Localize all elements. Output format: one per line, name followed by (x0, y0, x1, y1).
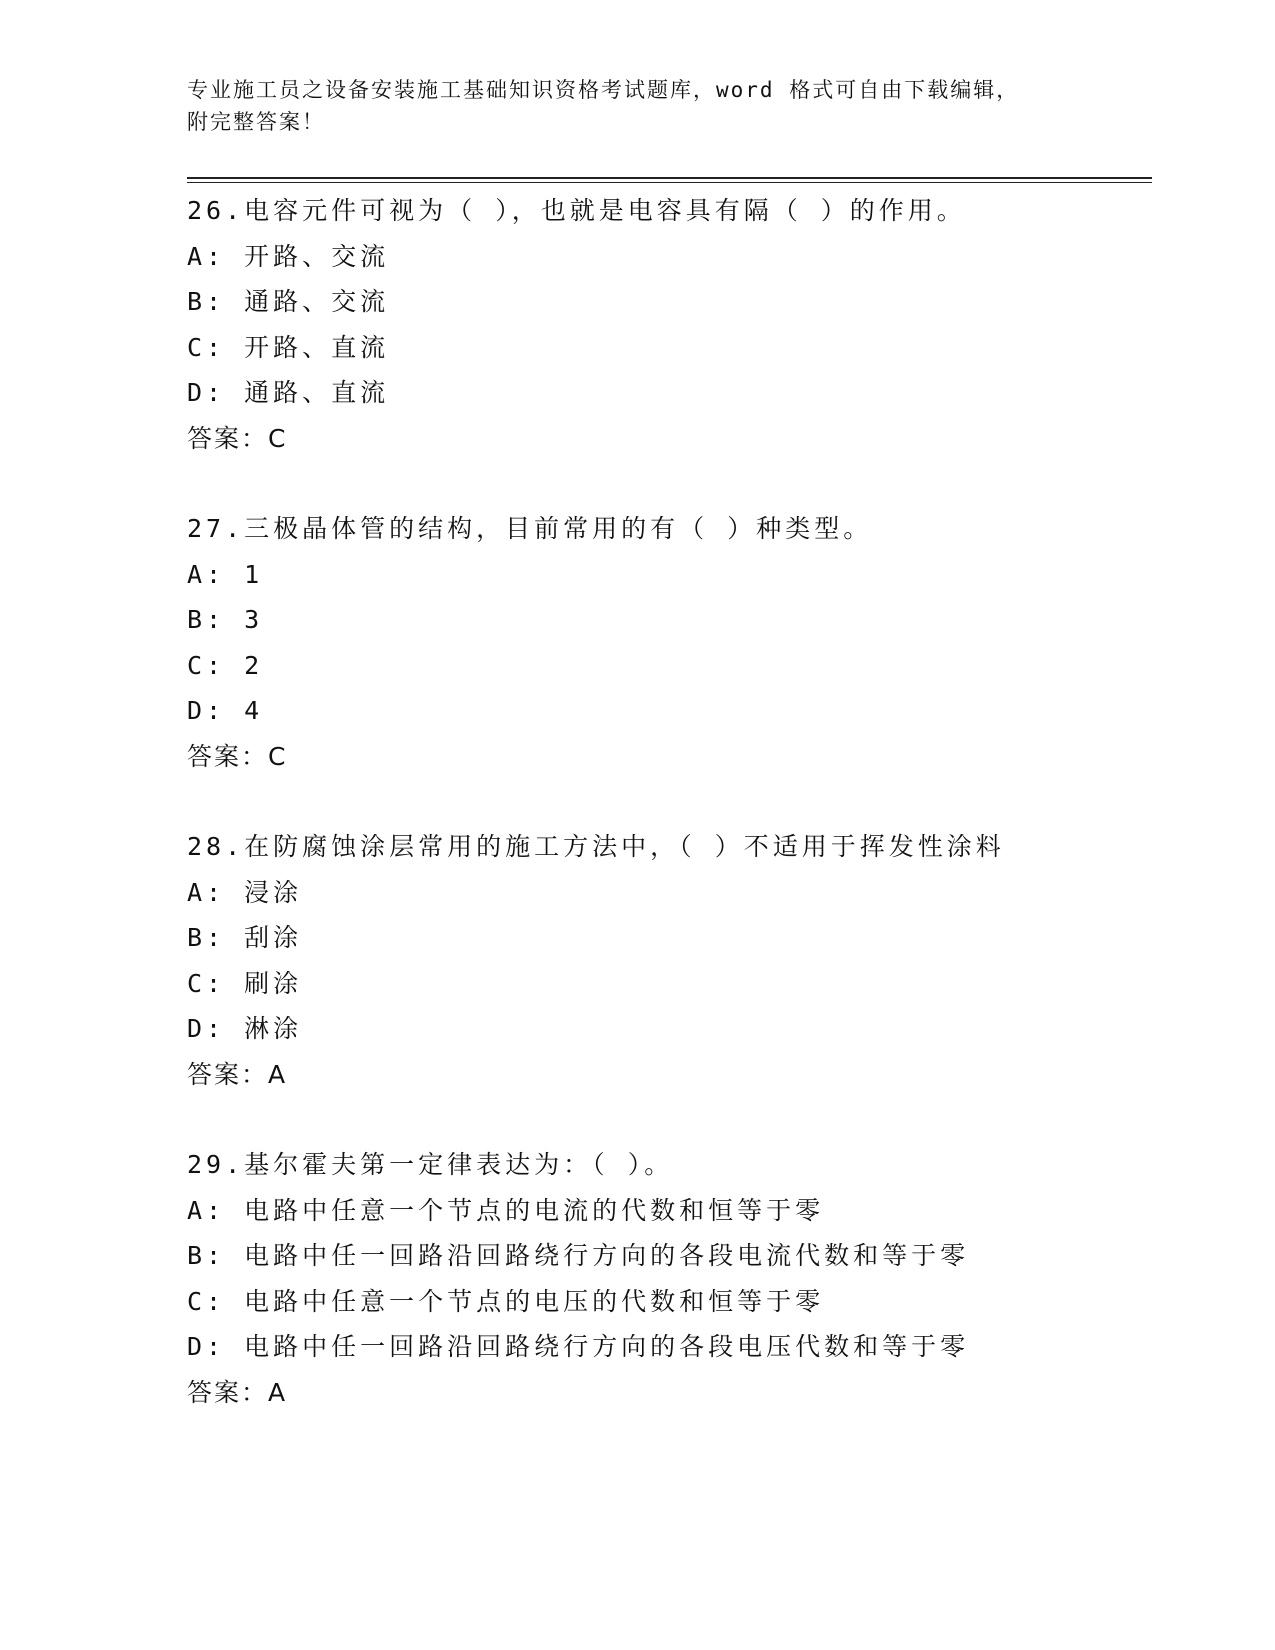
option-b: B: 通路、交流 (187, 287, 390, 316)
option-d: D: 淋涂 (187, 1014, 303, 1043)
option-d: D: 4 (187, 696, 264, 725)
document-header (187, 74, 1067, 138)
option-c: C: 开路、直流 (187, 332, 390, 362)
option-c: C: 2 (187, 650, 264, 680)
option-a: A: 1 (187, 559, 264, 589)
option-a: A: 开路、交流 (187, 241, 390, 271)
question-stem: 29.基尔霍夫第一定律表达为：（ ）。 (187, 1150, 674, 1179)
question-stem: 28.在防腐蚀涂层常用的施工方法中，（ ）不适用于挥发性涂料 (187, 832, 1005, 861)
answer-line: 答案：C (187, 423, 288, 453)
header-divider-thick (187, 177, 1152, 179)
option-d: D: 电路中任一回路沿回路绕行方向的各段电压代数和等于零 (187, 1332, 970, 1361)
question-27 (187, 506, 1147, 779)
option-b: B: 刮涂 (187, 923, 303, 952)
answer-line: 答案：A (187, 1059, 288, 1089)
header-line-2: 附完整答案！ (187, 110, 325, 134)
question-list (187, 188, 1147, 1460)
question-28 (187, 824, 1147, 1097)
option-c: C: 电路中任意一个节点的电压的代数和恒等于零 (187, 1286, 825, 1316)
header-line-1: 专业施工员之设备安装施工基础知识资格考试题库，word 格式可自由下载编辑， (187, 78, 1020, 102)
option-a: A: 电路中任意一个节点的电流的代数和恒等于零 (187, 1195, 825, 1225)
option-d: D: 通路、直流 (187, 378, 390, 407)
question-26 (187, 188, 1147, 461)
option-c: C: 刷涂 (187, 968, 303, 998)
answer-line: 答案：C (187, 741, 288, 771)
option-a: A: 浸涂 (187, 877, 303, 907)
question-29 (187, 1142, 1147, 1415)
question-stem: 27.三极晶体管的结构，目前常用的有（ ）种类型。 (187, 514, 873, 543)
answer-line: 答案：A (187, 1377, 288, 1407)
header-divider-thin (187, 182, 1152, 183)
question-stem: 26.电容元件可视为（ ），也就是电容具有隔（ ）的作用。 (187, 196, 966, 225)
option-b: B: 3 (187, 605, 264, 634)
option-b: B: 电路中任一回路沿回路绕行方向的各段电流代数和等于零 (187, 1241, 970, 1270)
